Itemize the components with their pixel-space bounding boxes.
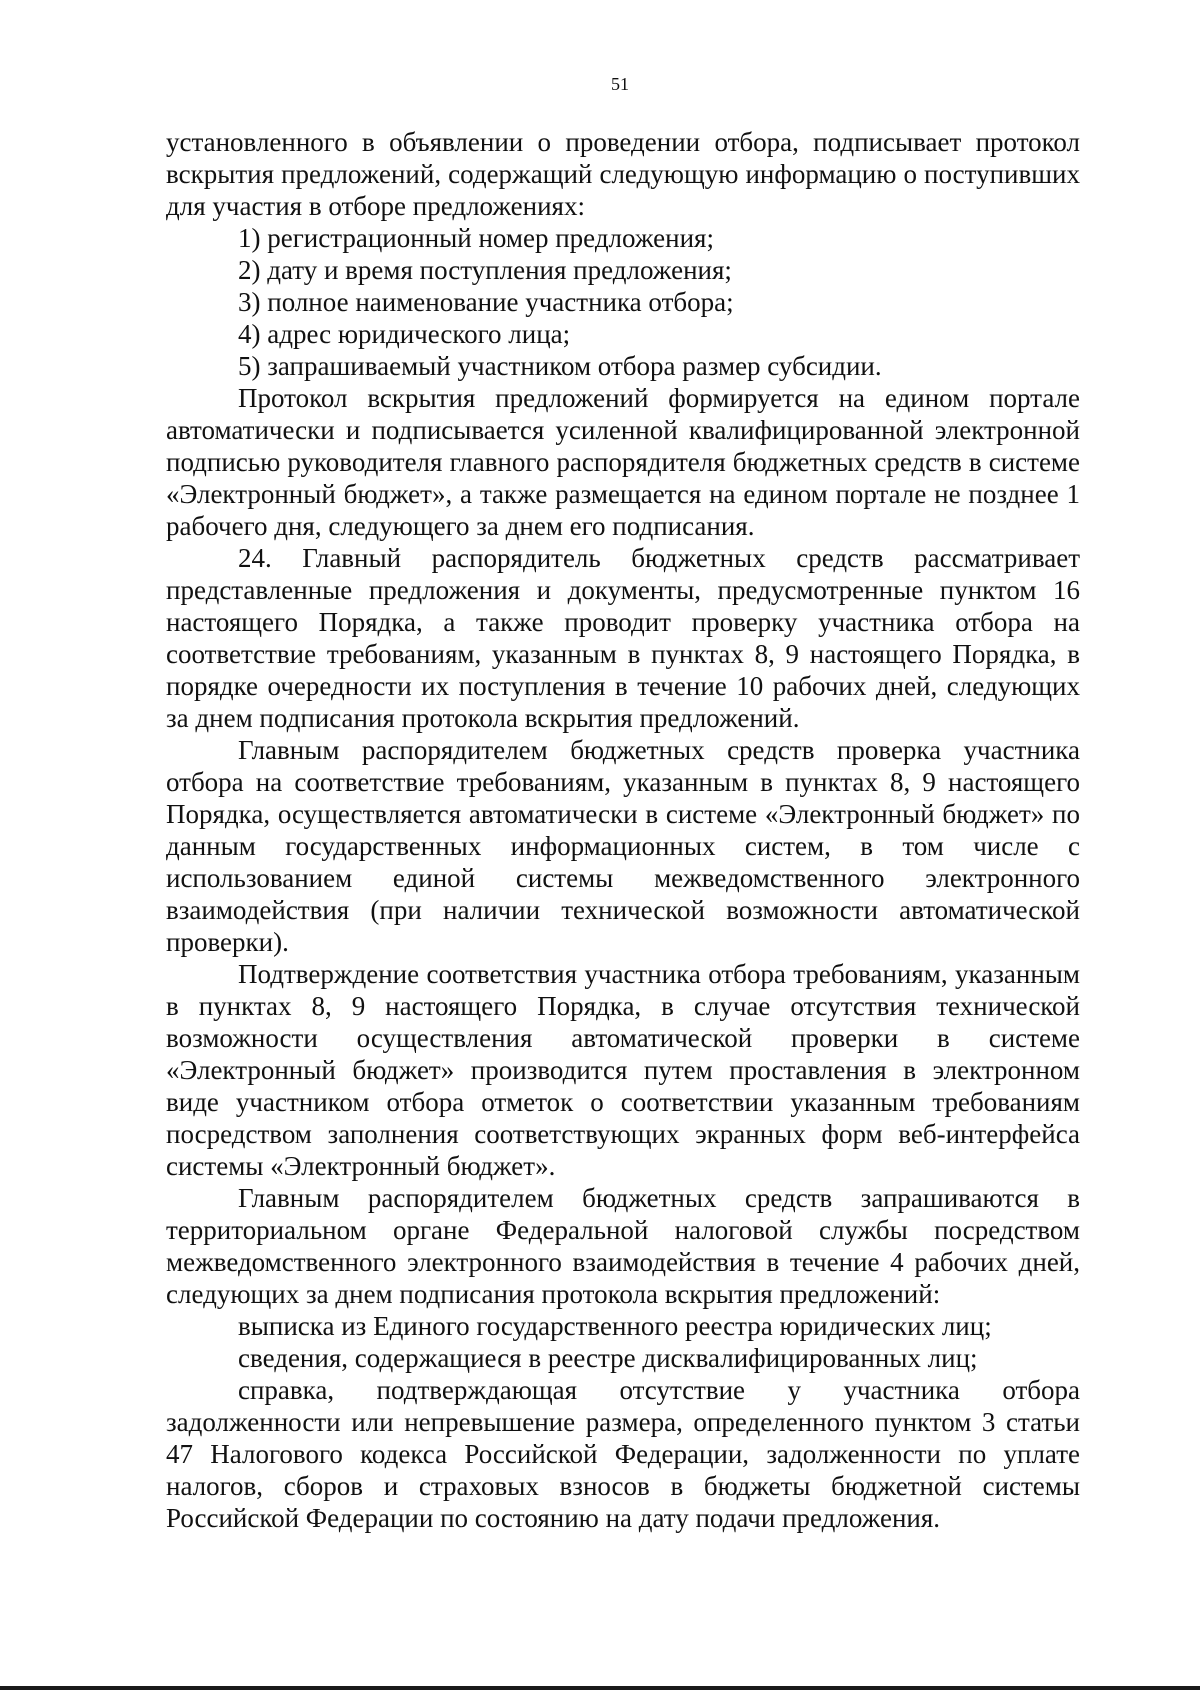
paragraph-extract: выписка из Единого государственного реестра юридических лиц; xyxy=(238,1311,992,1341)
paragraph-request: Главным распорядителем бюджетных средств запрашиваются в территориальном органе Федеральной налоговой службы посредством межведомственного электронного взаимодействия в течение 4 рабочих дней, следующих за днем подписания протокола вскрытия предложений: xyxy=(166,1183,1080,1309)
list-item-1: 1) регистрационный номер предложения; xyxy=(238,223,714,253)
list-item-3: 3) полное наименование участника отбора; xyxy=(238,287,734,317)
list-item-2: 2) дату и время поступления предложения; xyxy=(238,255,732,285)
document-body xyxy=(166,126,1080,1534)
paragraph-certificate: справка, подтверждающая отсутствие у участника отбора задолженности или непревышение размера, определенного пунктом 3 статьи 47 Налогового кодекса Российской Федерации, задолженности по уплате налогов, сборов и страховых взносов в бюджеты бюджетной системы Российской Федерации по состоянию на дату подачи предложения. xyxy=(166,1375,1080,1533)
list-item-4: 4) адрес юридического лица; xyxy=(238,319,571,349)
list-item-5: 5) запрашиваемый участником отбора размер субсидии. xyxy=(238,351,882,381)
paragraph-check: Главным распорядителем бюджетных средств проверка участника отбора на соответствие требованиям, указанным в пунктах 8, 9 настоящего Порядка, осуществляется автоматически в системе «Электронный бюджет» по данным государственных информационных систем, в том числе с использованием единой системы межведомственного электронного взаимодействия (при наличии технической возможности автоматической проверки). xyxy=(166,735,1080,957)
paragraph-protocol: Протокол вскрытия предложений формируется на едином портале автоматически и подписывается усиленной квалифицированной электронной подписью руководителя главного распорядителя бюджетных средств в системе «Электронный бюджет», а также размещается на едином портале не позднее 1 рабочего дня, следующего за днем его подписания. xyxy=(166,383,1080,541)
page-number: 51 xyxy=(611,74,629,94)
bottom-scan-border xyxy=(0,1686,1200,1690)
paragraph-disqualified: сведения, содержащиеся в реестре дисквалифицированных лиц; xyxy=(238,1343,978,1373)
paragraph-confirm: Подтверждение соответствия участника отбора требованиям, указанным в пунктах 8, 9 настоящего Порядка, в случае отсутствия технической возможности осуществления автоматической проверки в системе «Электронный бюджет» производится путем проставления в электронном виде участником отбора отметок о соответствии указанным требованиям посредством заполнения соответствующих экранных форм веб-интерфейса системы «Электронный бюджет». xyxy=(166,959,1080,1181)
paragraph-24: 24. Главный распорядитель бюджетных средств рассматривает представленные предложения и документы, предусмотренные пунктом 16 настоящего Порядка, а также проводит проверку участника отбора на соответствие требованиям, указанным в пунктах 8, 9 настоящего Порядка, в порядке очередности их поступления в течение 10 рабочих дней, следующих за днем подписания протокола вскрытия предложений. xyxy=(166,543,1080,733)
paragraph-intro: установленного в объявлении о проведении отбора, подписывает протокол вскрытия предложений, содержащий следующую информацию о поступивших для участия в отборе предложениях: xyxy=(166,127,1080,221)
